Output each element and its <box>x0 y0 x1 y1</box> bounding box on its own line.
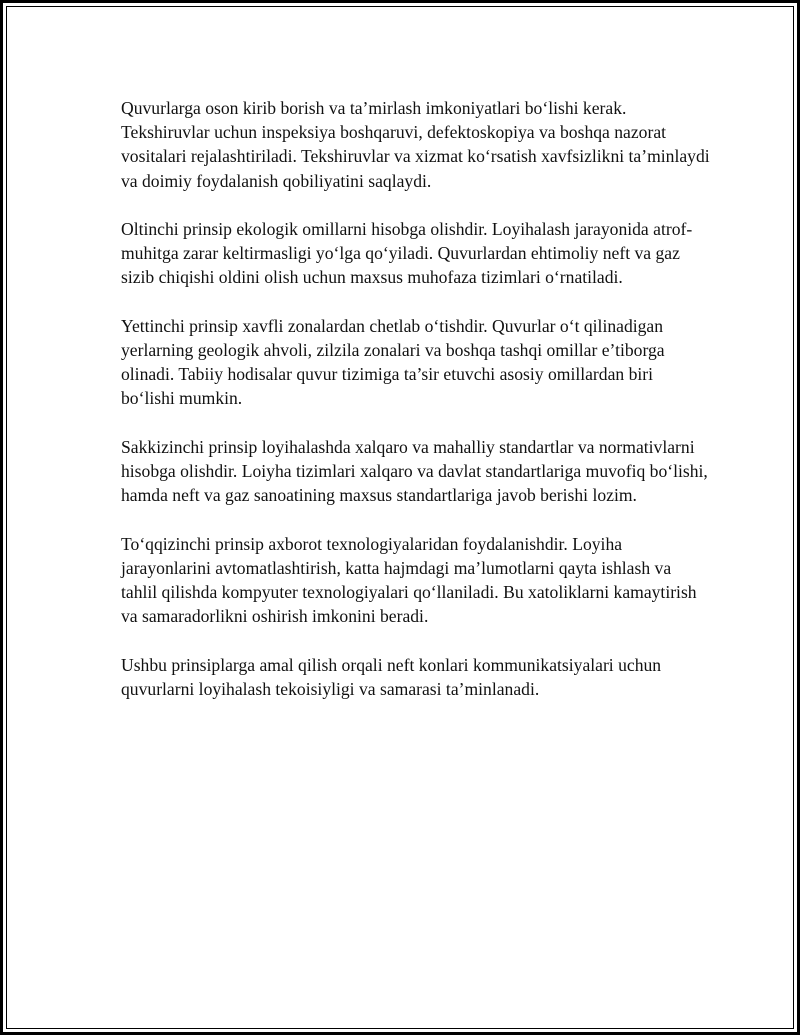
paragraph-eighth-principle: Sakkizinchi prinsip loyihalashda xalqaro va mahalliy standartlar va normativlarni hisobga olishdir. Loiyha tizimlari xalqaro va davlat standartlariga muvofiq bo‘lishi, hamda neft va gaz sanoatining maxsus standartlariga javob berishi lozim. <box>121 436 708 506</box>
document-body <box>121 96 711 725</box>
paragraph-seventh-principle: Yettinchi prinsip xavfli zonalardan chetlab o‘tishdir. Quvurlar o‘t qilinadigan yerlarning geologik ahvoli, zilzila zonalari va boshqa tashqi omillar e’tiborga olinadi. Tabiiy hodisalar quvur tizimiga ta’sir etuvchi asosiy omillardan biri bo‘lishi mumkin. <box>121 315 665 409</box>
paragraph-ninth-principle: To‘qqizinchi prinsip axborot texnologiyalaridan foydalanishdir. Loyiha jarayonlarini avtomatlashtirish, katta hajmdagi ma’lumotlarni qayta ishlash va tahlil qilishda kompyuter texnologiyalari qo‘llaniladi. Bu xatoliklarni kamaytirish va samaradorlikni oshirish imkonini beradi. <box>121 533 697 627</box>
paragraph-inspection: Quvurlarga oson kirib borish va ta’mirlash imkoniyatlari bo‘lishi kerak. Tekshiruvlar uchun inspeksiya boshqaruvi, defektoskopiya va boshqa nazorat vositalari rejalashtiriladi. Tekshiruvlar va xizmat ko‘rsatish xavfsizlikni ta’minlaydi va doimiy foydalanish qobiliyatini saqlaydi. <box>121 98 710 191</box>
paragraph-conclusion: Ushbu prinsiplarga amal qilish orqali neft konlari kommunikatsiyalari uchun quvurlarni loyihalash tekoisiyligi va samarasi ta’minlanadi. <box>121 654 662 699</box>
paragraph-sixth-principle: Oltinchi prinsip ekologik omillarni hisobga olishdir. Loyihalash jarayonida atrof-muhitga zarar keltirmasligi yo‘lga qo‘yiladi. Quvurlardan ehtimoliy neft va gaz sizib chiqishi oldini olish uchun maxsus muhofaza tizimlari o‘rnatiladi. <box>121 219 693 288</box>
